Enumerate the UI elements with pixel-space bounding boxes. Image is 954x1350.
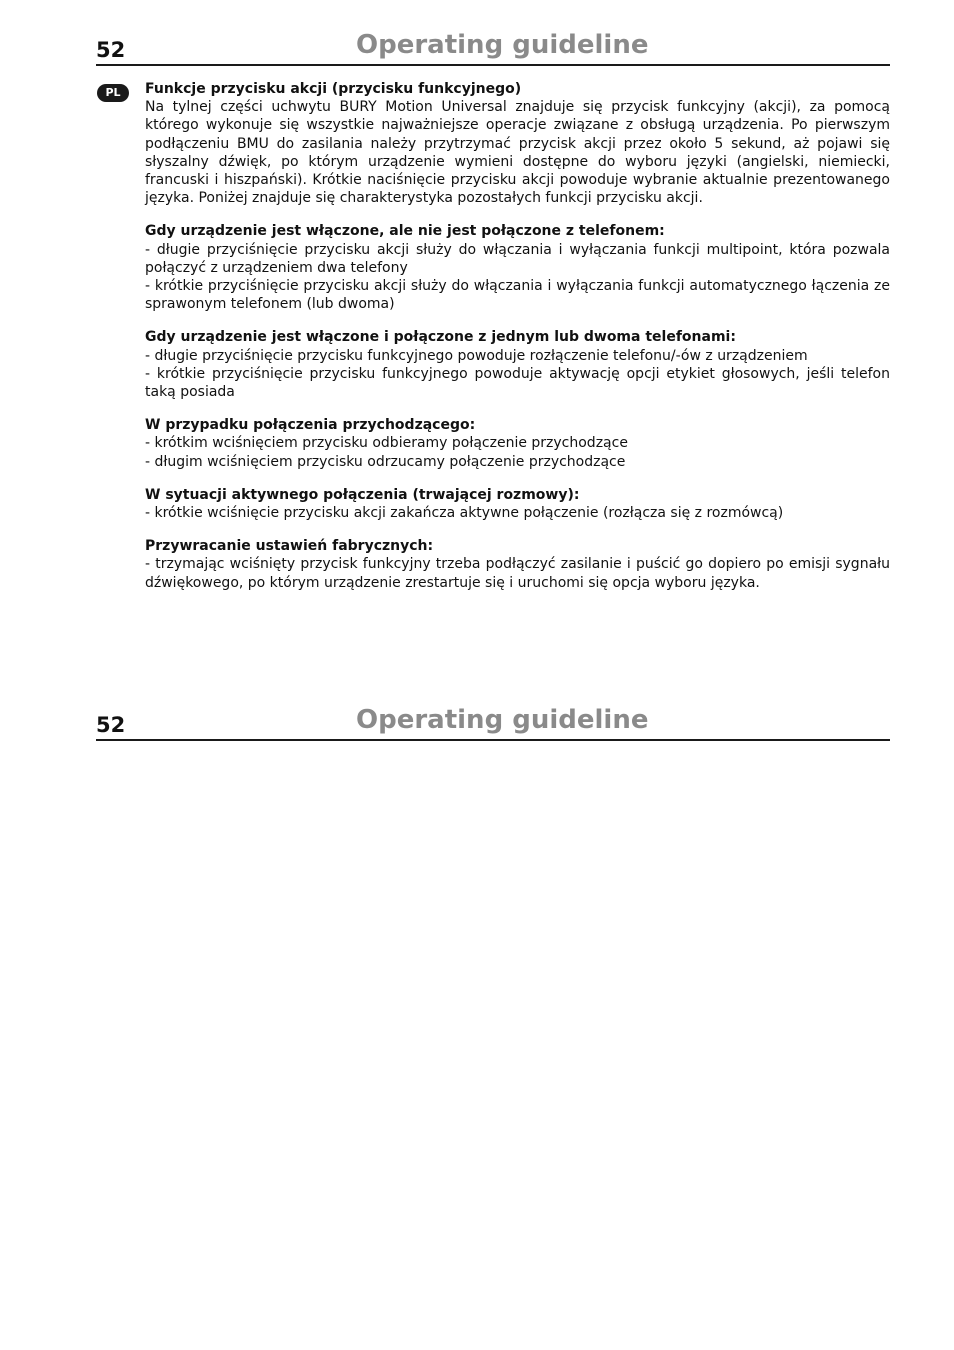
block-line: - długie przyciśnięcie przycisku funkcyjnego powoduje rozłączenie telefonu/-ów z urządzeniem (145, 347, 808, 364)
block-connected (145, 328, 890, 401)
block-line: - trzymając wciśnięty przycisk funkcyjny trzeba podłączyć zasilanie i puścić go dopiero po emisji sygnału dźwiękowego, po którym urządzenie zrestartuje się i uruchomi się opcja wyboru języka. (145, 556, 890, 591)
main-content (145, 80, 890, 607)
block-active-call (145, 486, 890, 522)
page-header (96, 28, 890, 66)
page-number: 52 (96, 38, 126, 62)
block-heading: W sytuacji aktywnego połączenia (trwającej rozmowy): (145, 486, 580, 503)
block-heading: W przypadku połączenia przychodzącego: (145, 417, 476, 434)
block-line: - długim wciśnięciem przycisku odrzucamy połączenie przychodzące (145, 453, 626, 470)
block-heading: Przywracanie ustawień fabrycznych: (145, 538, 434, 555)
page-header-repeat (96, 703, 890, 741)
block-line: - długie przyciśnięcie przycisku akcji służy do włączania i wyłączania funkcji multipoint, która pozwala połączyć z urządzeniem dwa telefony (145, 241, 890, 276)
page-title: Operating guideline (356, 30, 649, 60)
page-title: Operating guideline (356, 705, 649, 735)
block-line: - krótkie wciśnięcie przycisku akcji zakańcza aktywne połączenie (rozłącza się z rozmówcą) (145, 505, 784, 522)
block-line: - krótkie przyciśnięcie przycisku akcji służy do włączania i wyłączania funkcji automatycznego łączenia ze sprawonym telefonem (lub dwoma) (145, 278, 890, 313)
page-number: 52 (96, 713, 126, 737)
block-line: - krótkim wciśnięciem przycisku odbieramy połączenie przychodzące (145, 435, 628, 452)
block-line: - krótkie przyciśnięcie przycisku funkcyjnego powoduje aktywację opcji etykiet głosowych, jeśli telefon taką posiada (145, 365, 890, 401)
block-heading: Gdy urządzenie jest włączone, ale nie jest połączone z telefonem: (145, 223, 665, 240)
block-incoming-call (145, 416, 890, 471)
language-badge: PL (97, 84, 129, 102)
intro-paragraph: Na tylnej części uchwytu BURY Motion Universal znajduje się przycisk funkcyjny (akcji), za pomocą którego wykonuje się wszystkie najważniejsze operacje związane z obsługą urządzenia. Po pierwszym podłączeniu BMU do zasilania należy przytrzymać przycisk akcji przez około 5 sekund, aż pojawi się słyszalny dźwięk, po którym urządzenie wymieni dostępne do wyboru języki (angielski, niemiecki, francuski i hiszpański). Krótkie naciśnięcie przycisku akcji powoduje wybranie aktualnie prezentowanego języka. Poniżej znajduje się charakterystyka pozostałych funkcji przycisku akcji. (145, 99, 890, 207)
section-title: Funkcje przycisku akcji (przycisku funkcyjnego) (145, 81, 522, 97)
block-heading: Gdy urządzenie jest włączone i połączone z jednym lub dwoma telefonami: (145, 329, 736, 346)
block-not-connected (145, 222, 890, 313)
block-factory-reset (145, 537, 890, 592)
